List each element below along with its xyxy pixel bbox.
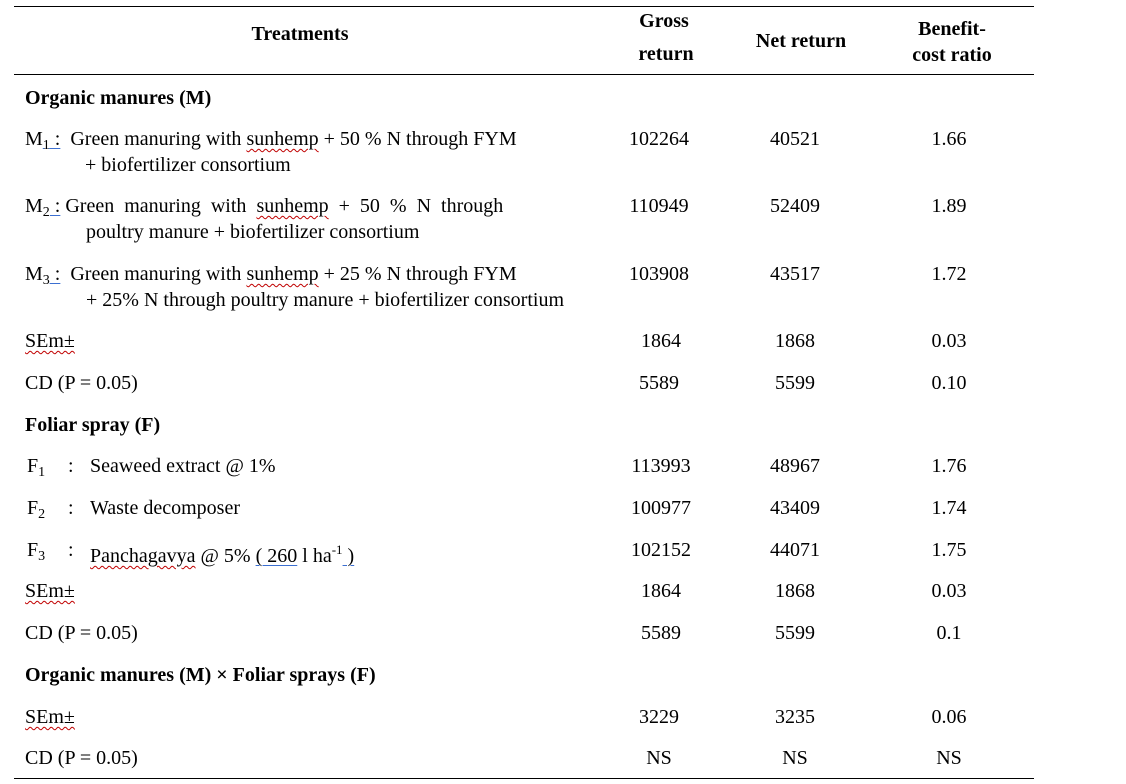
f3-gross: 102152 <box>631 539 691 561</box>
m-cd-label: CD (P = 0.05) <box>25 372 138 394</box>
f2-label: $F_2$ <box>27 497 46 522</box>
f-sem-gross: 1864 <box>641 580 681 602</box>
m3-sub-colon: $_3$ : <box>42 263 61 288</box>
f3-bcr: 1.75 <box>931 539 967 561</box>
f-sem-net: 1868 <box>775 580 815 602</box>
f3-label: $F_3$ <box>27 539 46 564</box>
header-gross-line1: Gross <box>639 10 689 32</box>
mf-cd-net: NS <box>782 747 808 769</box>
mf-cd-gross: NS <box>646 747 672 769</box>
mf-sem-label: SEm± <box>25 706 75 728</box>
m-cd-bcr: 0.10 <box>931 372 967 394</box>
m-sem-gross: 1864 <box>641 330 681 352</box>
mf-sem-gross: 3229 <box>639 706 679 728</box>
header-gross-line2: return <box>638 43 694 65</box>
f-cd-label: CD (P = 0.05) <box>25 622 138 644</box>
section-interaction: Organic manures (M) × Foliar sprays (F) <box>25 664 376 686</box>
header-net-return: Net return <box>755 30 847 52</box>
f2-gross: 100977 <box>631 497 691 519</box>
m1-text-post: + 50 % N through FYM <box>318 128 517 150</box>
treatment-m1-line2: + biofertilizer consortium <box>85 154 291 176</box>
f3-unit: l $ha^{-1}$ <box>297 542 343 567</box>
f2-text: Waste decomposer <box>90 497 240 519</box>
m3-gross: 103908 <box>629 263 689 285</box>
f-cd-gross: 5589 <box>641 622 681 644</box>
table-top-rule <box>14 6 1034 7</box>
f2-colon: : <box>68 497 74 519</box>
m1-sub-colon: $_1$ : <box>42 128 61 153</box>
m2-sub-colon: $_2$ : <box>42 195 61 220</box>
f1-net: 48967 <box>770 455 820 477</box>
m-sem-label: SEm± <box>25 330 75 352</box>
m1-net: 40521 <box>770 128 820 150</box>
m2-text-post: + 50 % N through <box>328 195 504 217</box>
m3-bcr: 1.72 <box>931 263 967 285</box>
table-bottom-rule <box>14 778 1034 779</box>
f1-bcr: 1.76 <box>931 455 967 477</box>
f3-paren-open: ( 260 <box>255 545 298 567</box>
mf-cd-label: CD (P = 0.05) <box>25 747 138 769</box>
mf-sem-bcr: 0.06 <box>931 706 967 728</box>
section-foliar-spray: Foliar spray (F) <box>25 414 161 436</box>
m1-label: M <box>25 128 43 150</box>
f1-label: $F_1$ <box>27 455 46 480</box>
f-sem-bcr: 0.03 <box>931 580 967 602</box>
m2-bcr: 1.89 <box>931 195 967 217</box>
f3-text <box>90 537 354 569</box>
m2-sunhemp: sunhemp <box>256 195 329 217</box>
m2-label: M <box>25 195 43 217</box>
f1-colon: : <box>68 455 74 477</box>
treatment-m3-line2: + 25% N through poultry manure + biofertilizer consortium <box>86 289 565 311</box>
section-organic-manures: Organic manures (M) <box>25 87 212 109</box>
m1-sunhemp: sunhemp <box>246 128 319 150</box>
mf-cd-bcr: NS <box>936 747 962 769</box>
m3-sunhemp: sunhemp <box>246 263 319 285</box>
f3-panchagavya: Panchagavya <box>90 545 196 567</box>
m-cd-gross: 5589 <box>639 372 679 394</box>
m3-text-post: + 25 % N through FYM <box>318 263 517 285</box>
table-header-rule <box>14 74 1034 75</box>
f3-colon: : <box>68 539 74 561</box>
m1-bcr: 1.66 <box>931 128 967 150</box>
f2-net: 43409 <box>770 497 820 519</box>
header-treatments: Treatments <box>251 23 349 45</box>
m1-gross: 102264 <box>629 128 689 150</box>
m-sem-net: 1868 <box>775 330 815 352</box>
f-cd-bcr: 0.1 <box>936 622 962 644</box>
m3-net: 43517 <box>770 263 820 285</box>
f-cd-net: 5599 <box>775 622 815 644</box>
m-sem-bcr: 0.03 <box>931 330 967 352</box>
m2-text-pre: Green manuring with <box>65 195 257 217</box>
m3-text-pre: Green manuring with <box>70 263 247 285</box>
header-bcr-line1: Benefit- <box>918 18 986 40</box>
header-bcr-line2: cost ratio <box>912 44 992 66</box>
m2-net: 52409 <box>770 195 820 217</box>
treatment-m2-line2: poultry manure + biofertilizer consortium <box>86 221 420 243</box>
f3-text-mid: @ 5% <box>195 545 256 567</box>
m3-label: M <box>25 263 43 285</box>
f2-bcr: 1.74 <box>931 497 967 519</box>
f1-text: Seaweed extract @ 1% <box>90 455 276 477</box>
m2-gross: 110949 <box>629 195 689 217</box>
f1-gross: 113993 <box>631 455 691 477</box>
f3-paren-close: ) <box>342 545 355 567</box>
f3-net: 44071 <box>770 539 820 561</box>
mf-sem-net: 3235 <box>775 706 815 728</box>
m-cd-net: 5599 <box>775 372 815 394</box>
f-sem-label: SEm± <box>25 580 75 602</box>
m1-text-pre: Green manuring with <box>70 128 247 150</box>
